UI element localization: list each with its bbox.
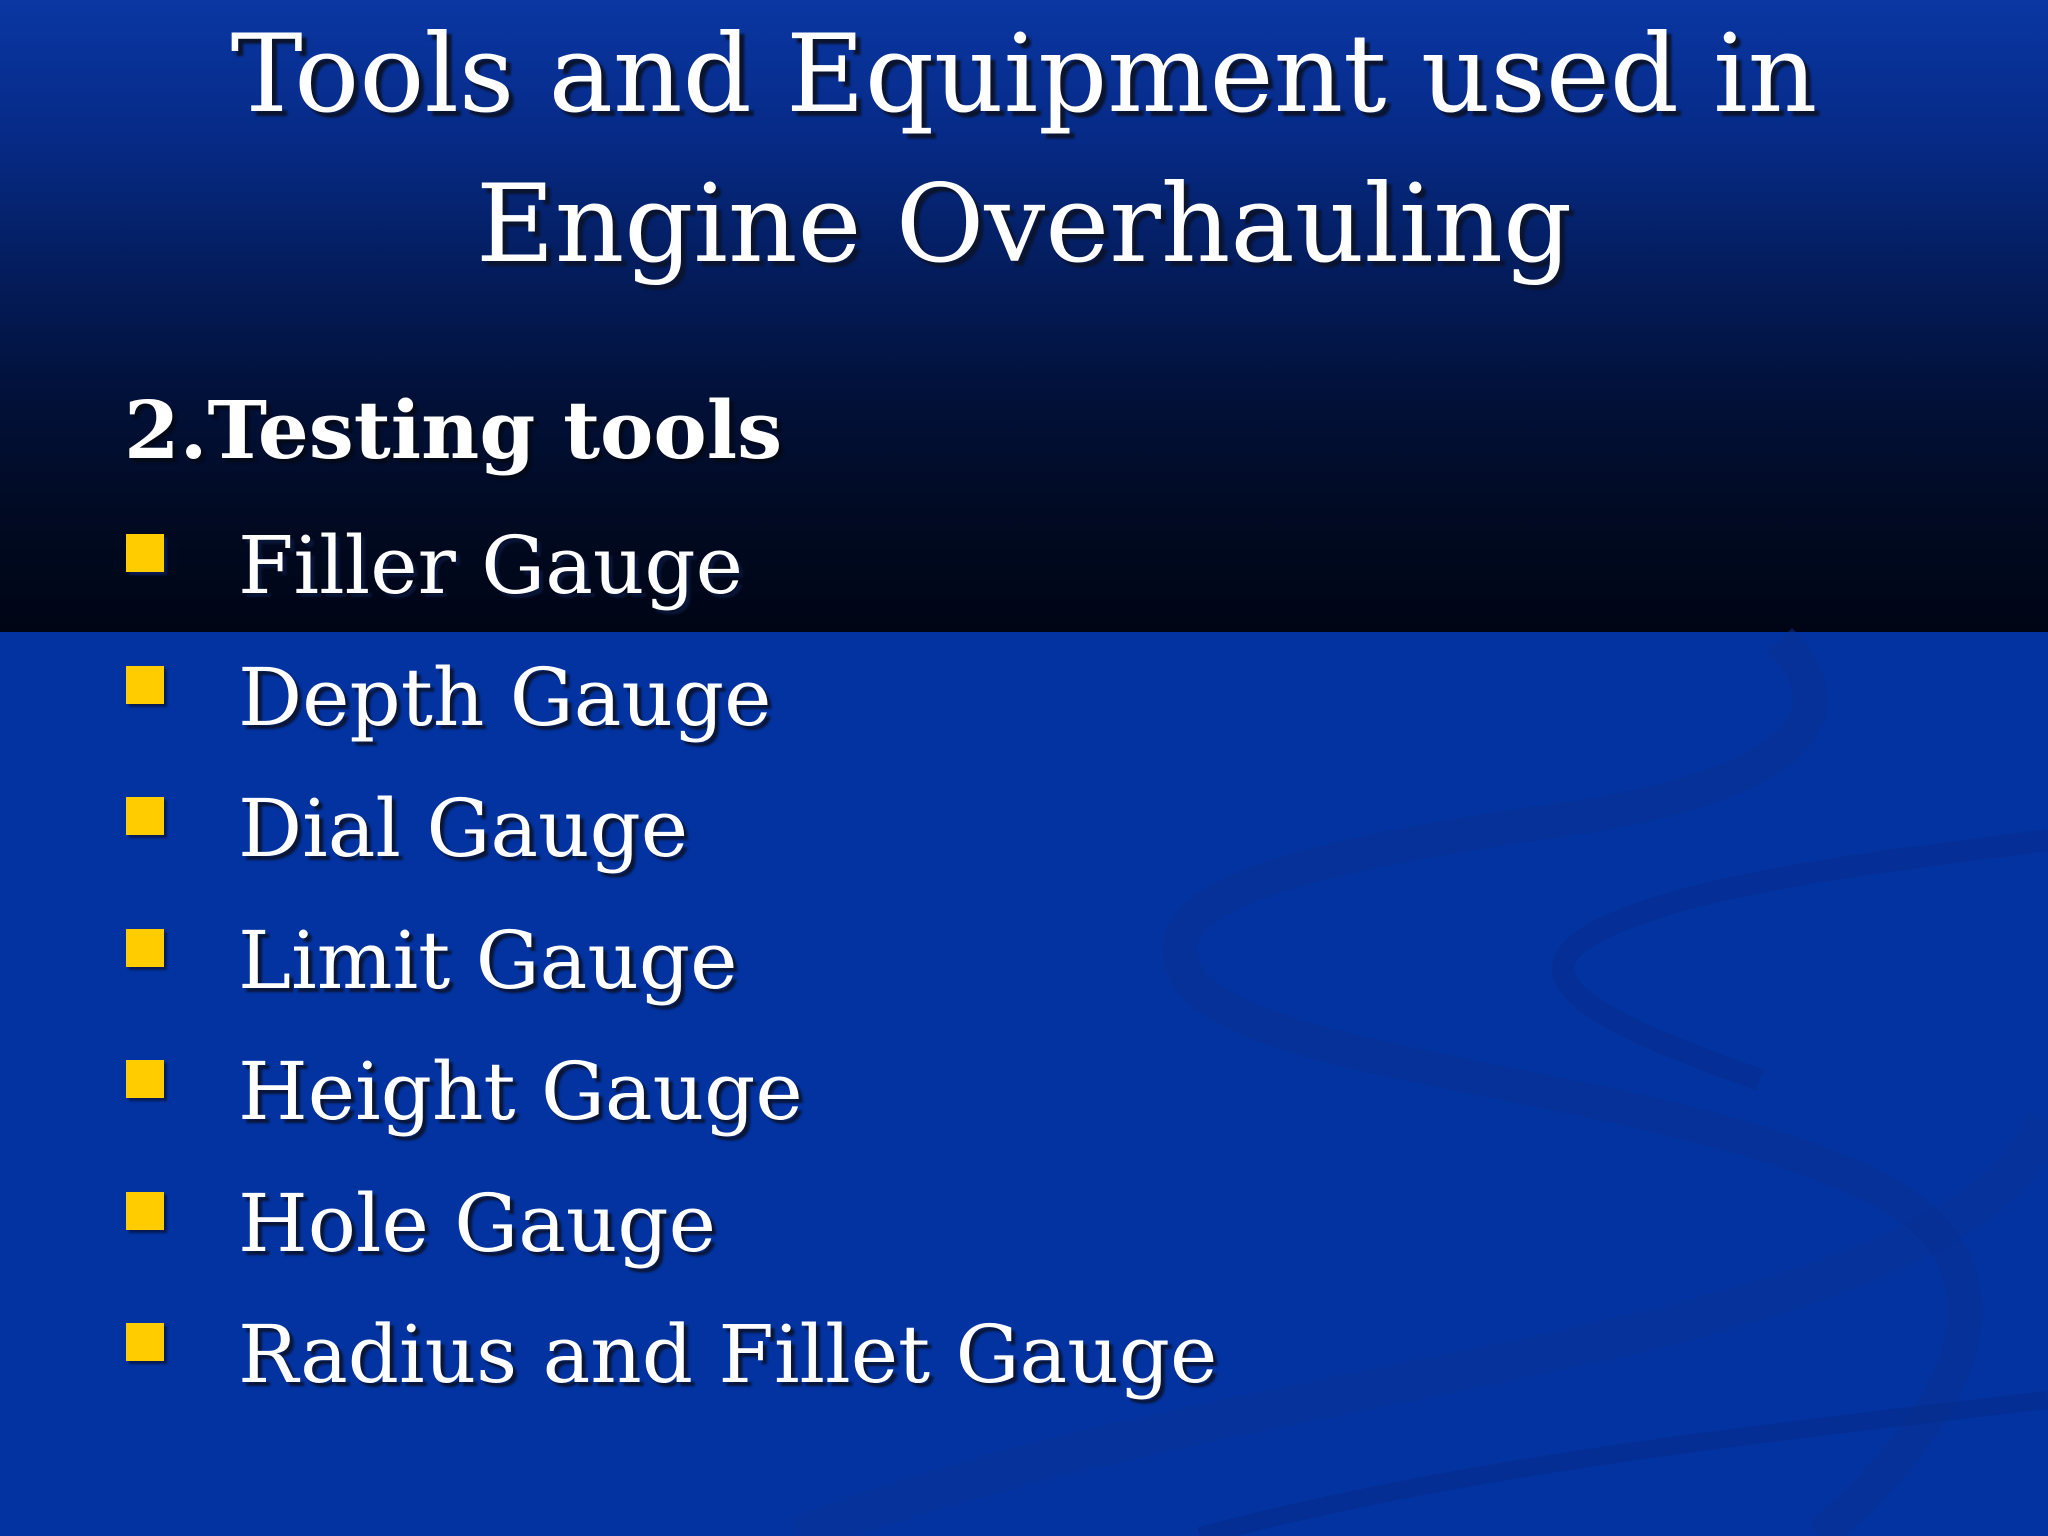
list-item-text: Height Gauge <box>238 1045 803 1138</box>
list-item <box>126 1168 1217 1300</box>
list-item <box>126 1299 1217 1431</box>
section-heading: 2.Testing tools <box>124 383 783 477</box>
square-bullet-icon <box>126 534 164 572</box>
square-bullet-icon <box>126 929 164 967</box>
square-bullet-icon <box>126 797 164 835</box>
square-bullet-icon <box>126 1323 164 1361</box>
list-item-text: Dial Gauge <box>238 782 689 875</box>
title-line-1: Tools and Equipment used in <box>230 12 1818 137</box>
bullet-list <box>126 510 1217 1431</box>
list-item <box>126 510 1217 642</box>
list-item-text: Limit Gauge <box>238 913 738 1007</box>
list-item-text: Hole Gauge <box>238 1176 716 1270</box>
list-item <box>126 773 1217 905</box>
list-item-text: Depth Gauge <box>238 650 772 744</box>
list-item-text: Filler Gauge <box>238 519 743 612</box>
list-item <box>126 905 1217 1037</box>
square-bullet-icon <box>126 1192 164 1230</box>
list-item <box>126 1036 1217 1168</box>
square-bullet-icon <box>126 666 164 704</box>
slide-title <box>0 0 2048 300</box>
title-line-2: Engine Overhauling <box>475 162 1573 287</box>
square-bullet-icon <box>126 1060 164 1098</box>
list-item-text: Radius and Fillet Gauge <box>238 1308 1218 1401</box>
list-item <box>126 642 1217 774</box>
